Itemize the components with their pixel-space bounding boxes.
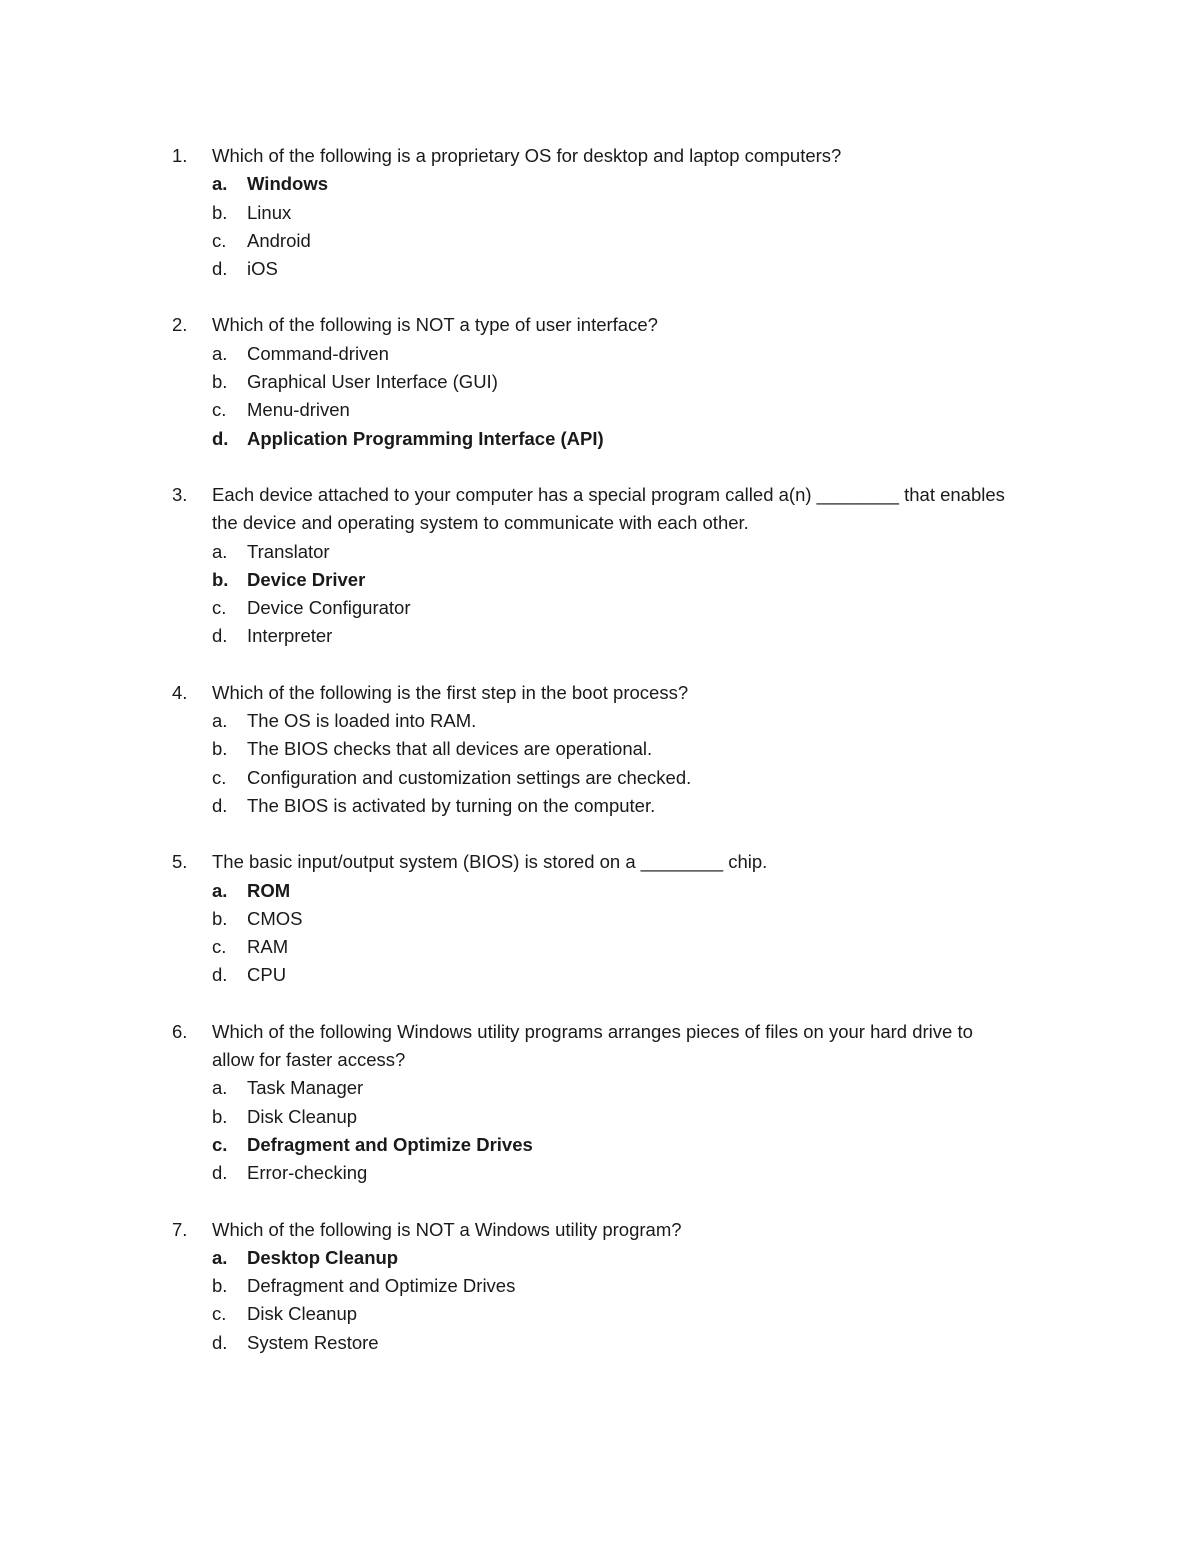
answer-option-c (172, 396, 1072, 424)
question-7 (172, 1216, 1072, 1357)
option-text: Menu-driven (247, 399, 350, 421)
question-text-line: Which of the following Windows utility programs arranges pieces of files on your hard drive to (212, 1020, 973, 1042)
option-letter: a. (212, 342, 228, 364)
question-number: 7. (172, 1218, 188, 1240)
answer-option-a (172, 170, 1072, 198)
option-text: Command-driven (247, 342, 389, 364)
option-text: Android (247, 229, 311, 251)
answer-option-c (172, 1131, 1072, 1159)
option-letter: c. (212, 1133, 228, 1155)
answer-option-b (172, 199, 1072, 227)
option-letter: d. (212, 964, 228, 986)
answer-option-c (172, 227, 1072, 255)
question-text-line: Which of the following is a proprietary OS for desktop and laptop computers? (212, 145, 842, 166)
answer-option-a (172, 1244, 1072, 1272)
option-letter: b. (212, 1105, 228, 1127)
option-letter: c. (212, 936, 227, 958)
answer-option-b (172, 566, 1072, 594)
answer-option-c (172, 1300, 1072, 1328)
option-letter: a. (212, 879, 228, 901)
answer-option-b (172, 1103, 1072, 1131)
question-number: 4. (172, 681, 188, 703)
answer-option-d (172, 792, 1072, 820)
question-text (212, 142, 1092, 170)
option-letter: d. (212, 1331, 228, 1353)
option-text: iOS (247, 258, 278, 280)
question-number: 3. (172, 483, 188, 505)
question-number: 2. (172, 314, 188, 336)
option-text: Linux (247, 201, 292, 223)
question-text-line: allow for faster access? (212, 1049, 406, 1071)
option-text: Error-checking (247, 1162, 368, 1184)
option-letter: c. (212, 597, 227, 619)
answer-option-c (172, 933, 1072, 961)
option-text: RAM (247, 936, 289, 958)
question-5 (172, 848, 1072, 989)
question-stem (172, 311, 1072, 339)
question-number: 1. (172, 145, 188, 166)
question-1 (172, 142, 1072, 283)
answer-option-d (172, 961, 1072, 989)
question-6 (172, 1018, 1072, 1188)
question-number: 6. (172, 1020, 188, 1042)
question-text-line: The basic input/output system (BIOS) is stored on a ________ chip. (212, 851, 768, 873)
question-text-line: the device and operating system to communicate with each other. (212, 512, 749, 534)
answer-option-d (172, 622, 1072, 650)
option-letter: c. (212, 766, 227, 788)
answer-option-a (172, 707, 1072, 735)
option-letter: b. (212, 738, 228, 760)
question-text (212, 1216, 1092, 1244)
option-letter: b. (212, 371, 228, 393)
quiz-question-list (172, 142, 1072, 1385)
question-text (212, 848, 1092, 876)
option-letter: a. (212, 710, 228, 732)
answer-option-c (172, 594, 1072, 622)
question-stem (172, 679, 1072, 707)
question-text (212, 1018, 1092, 1075)
option-text: Disk Cleanup (247, 1303, 358, 1325)
correct-answer-text: Windows (247, 173, 329, 195)
question-text-line: Which of the following is NOT a type of user interface? (212, 314, 658, 336)
option-text: Disk Cleanup (247, 1105, 358, 1127)
option-text: Configuration and customization settings are checked. (247, 766, 692, 788)
correct-answer-text: Application Programming Interface (API) (247, 427, 604, 449)
correct-answer-text: ROM (247, 879, 291, 901)
option-letter: d. (212, 1162, 228, 1184)
option-letter: c. (212, 399, 227, 421)
option-letter: a. (212, 1077, 228, 1099)
answer-option-d (172, 255, 1072, 283)
option-letter: b. (212, 201, 228, 223)
option-text: The OS is loaded into RAM. (247, 710, 477, 732)
question-text (212, 481, 1092, 538)
answer-option-b (172, 368, 1072, 396)
option-letter: b. (212, 568, 229, 590)
option-text: Defragment and Optimize Drives (247, 1275, 516, 1297)
option-letter: b. (212, 907, 228, 929)
option-letter: c. (212, 1303, 227, 1325)
question-stem (172, 848, 1072, 876)
answer-option-b (172, 1272, 1072, 1300)
option-letter: d. (212, 625, 228, 647)
question-4 (172, 679, 1072, 820)
question-stem (172, 481, 1072, 538)
option-letter: a. (212, 540, 228, 562)
question-text (212, 311, 1092, 339)
answer-option-a (172, 1074, 1072, 1102)
question-2 (172, 311, 1072, 452)
question-stem (172, 142, 1072, 170)
question-stem (172, 1018, 1072, 1075)
option-text: System Restore (247, 1331, 379, 1353)
answer-option-c (172, 764, 1072, 792)
question-3 (172, 481, 1072, 651)
option-letter: a. (212, 1246, 228, 1268)
answer-option-a (172, 340, 1072, 368)
option-text: CMOS (247, 907, 303, 929)
option-text: Task Manager (247, 1077, 364, 1099)
answer-option-a (172, 877, 1072, 905)
question-text (212, 679, 1092, 707)
option-letter: d. (212, 794, 228, 816)
option-letter: d. (212, 258, 228, 280)
option-text: The BIOS checks that all devices are operational. (247, 738, 653, 760)
answer-option-b (172, 905, 1072, 933)
question-text-line: Which of the following is the first step in the boot process? (212, 681, 689, 703)
option-text: CPU (247, 964, 287, 986)
answer-option-d (172, 425, 1072, 453)
correct-answer-text: Defragment and Optimize Drives (247, 1133, 533, 1155)
answer-option-b (172, 735, 1072, 763)
question-text-line: Which of the following is NOT a Windows utility program? (212, 1218, 682, 1240)
option-text: Interpreter (247, 625, 333, 647)
question-number: 5. (172, 851, 188, 873)
correct-answer-text: Device Driver (247, 568, 366, 590)
option-text: The BIOS is activated by turning on the computer. (247, 794, 656, 816)
option-text: Device Configurator (247, 597, 411, 619)
option-letter: b. (212, 1275, 228, 1297)
option-text: Translator (247, 540, 330, 562)
question-text-line: Each device attached to your computer has a special program called a(n) ________ that enables (212, 483, 1005, 505)
option-letter: d. (212, 427, 229, 449)
correct-answer-text: Desktop Cleanup (247, 1246, 399, 1268)
answer-option-d (172, 1329, 1072, 1357)
option-text: Graphical User Interface (GUI) (247, 371, 498, 393)
answer-option-a (172, 538, 1072, 566)
question-stem (172, 1216, 1072, 1244)
option-letter: c. (212, 229, 227, 251)
option-letter: a. (212, 173, 228, 195)
answer-option-d (172, 1159, 1072, 1187)
